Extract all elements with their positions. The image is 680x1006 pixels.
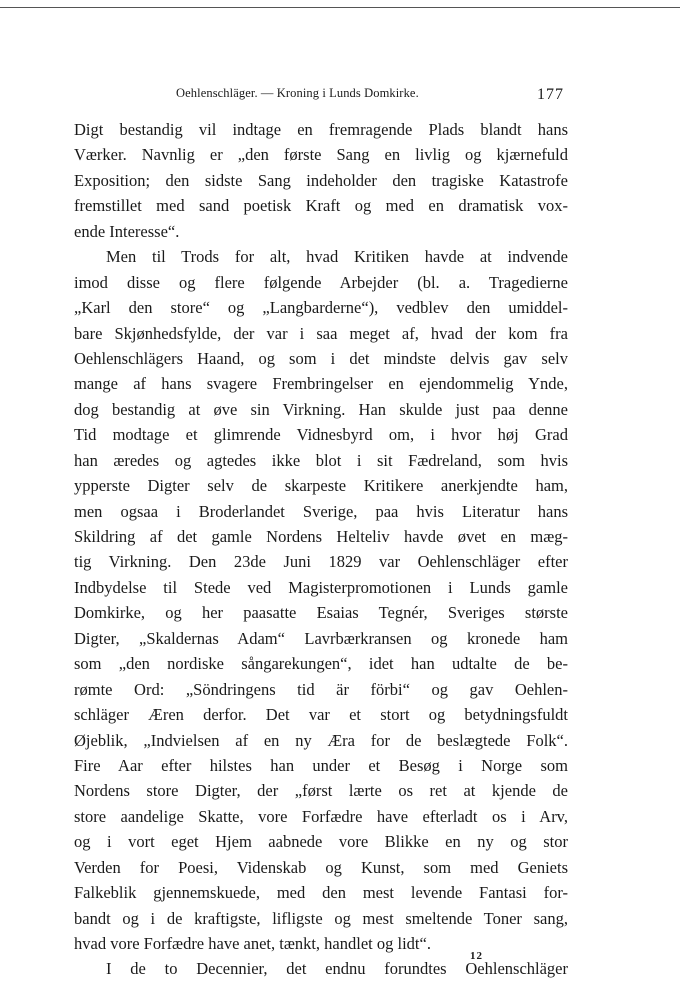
page-number: 177 xyxy=(537,86,564,103)
text-line: Øjeblik, „Indvielsen af en ny Æra for de beslægtede Folk“. xyxy=(74,730,568,750)
text-line: han æredes og agtedes ikke blot i sit Fædreland, som hvis xyxy=(74,450,568,470)
text-line: mange af hans svagere Frembringelser en ejendommelig Ynde, xyxy=(74,374,568,394)
text-line: „Karl den store“ og „Langbarderne“), vedblev den umiddel- xyxy=(74,298,568,318)
text-line: hvad vore Forfædre have anet, tænkt, handlet og lidt“. xyxy=(74,934,431,953)
text-line: I de to Decennier, det endnu forundtes Oehlenschläger xyxy=(106,959,568,979)
text-line: Domkirke, og her paasatte Esaias Tegnér, Sveriges største xyxy=(74,603,568,623)
text-line: som „den nordiske sångarekungen“, idet han udtalte de be- xyxy=(74,654,568,674)
text-line: rømte Ord: „Söndringens tid är förbi“ og gav Oehlen- xyxy=(74,679,568,699)
text-line: Men til Trods for alt, hvad Kritiken havde at indvende xyxy=(106,247,568,267)
text-line: tig Virkning. Den 23de Juni 1829 var Oehlenschläger efter xyxy=(74,552,568,572)
text-line: Tid modtage et glimrende Vidnesbyrd om, i hvor høj Grad xyxy=(74,425,568,445)
page-header xyxy=(0,80,680,110)
text-line: Skildring af det gamle Nordens Helteliv havde øvet en mæg- xyxy=(74,527,568,546)
top-rule xyxy=(0,7,680,8)
text-line: Oehlenschlägers Haand, og som i det mindste delvis gav selv xyxy=(74,348,568,368)
text-line: Nordens store Digter, der „først lærte os ret at kjende de xyxy=(74,781,568,801)
text-line: Falkeblik gjennemskuede, med den mest levende Fantasi for- xyxy=(74,883,568,903)
text-line: fremstillet med sand poetisk Kraft og med en dramatisk vox- xyxy=(74,196,568,216)
text-line: bandt og i de kraftigste, lifligste og mest smeltende Toner sang, xyxy=(74,908,568,928)
text-line: schläger Æren derfor. Det var et stort og betydningsfuldt xyxy=(74,705,568,725)
body-text xyxy=(74,117,568,982)
text-line: Exposition; den sidste Sang indeholder den tragiske Katastrofe xyxy=(74,170,568,190)
text-line: Digt bestandig vil indtage en fremragende Plads blandt hans xyxy=(74,120,568,139)
text-line: men ogsaa i Broderlandet Sverige, paa hvis Literatur hans xyxy=(74,501,568,521)
text-line: Verden for Poesi, Videnskab og Kunst, som med Geniets xyxy=(74,857,568,877)
text-line: ypperste Digter selv de skarpeste Kritikere anerkjendte ham, xyxy=(74,476,568,496)
text-line: Værker. Navnlig er „den første Sang en livlig og kjærnefuld xyxy=(74,145,568,165)
text-line: dog bestandig at øve sin Virkning. Han skulde just paa denne xyxy=(74,399,568,419)
text-line: ende Interesse“. xyxy=(74,221,180,241)
text-line: bare Skjønhedsfylde, der var i saa meget af, hvad der kom fra xyxy=(74,323,568,343)
text-line: imod disse og flere følgende Arbejder (bl. a. Tragedierne xyxy=(74,272,568,292)
text-line: Indbydelse til Stede ved Magisterpromotionen i Lunds gamle xyxy=(74,577,568,597)
printer-signature: 12 xyxy=(470,950,483,962)
text-line: store aandelige Skatte, vore Forfædre have efterladt os i Arv, xyxy=(74,806,568,826)
text-line: Digter, „Skaldernas Adam“ Lavrbærkransen og kronede ham xyxy=(74,628,568,648)
text-line: Fire Aar efter hilstes han under et Besøg i Norge som xyxy=(74,755,568,775)
text-line: og i vort eget Hjem aabnede vore Blikke en ny og stor xyxy=(74,832,568,852)
running-head: Oehlenschläger. — Kroning i Lunds Domkirke. xyxy=(176,86,419,100)
